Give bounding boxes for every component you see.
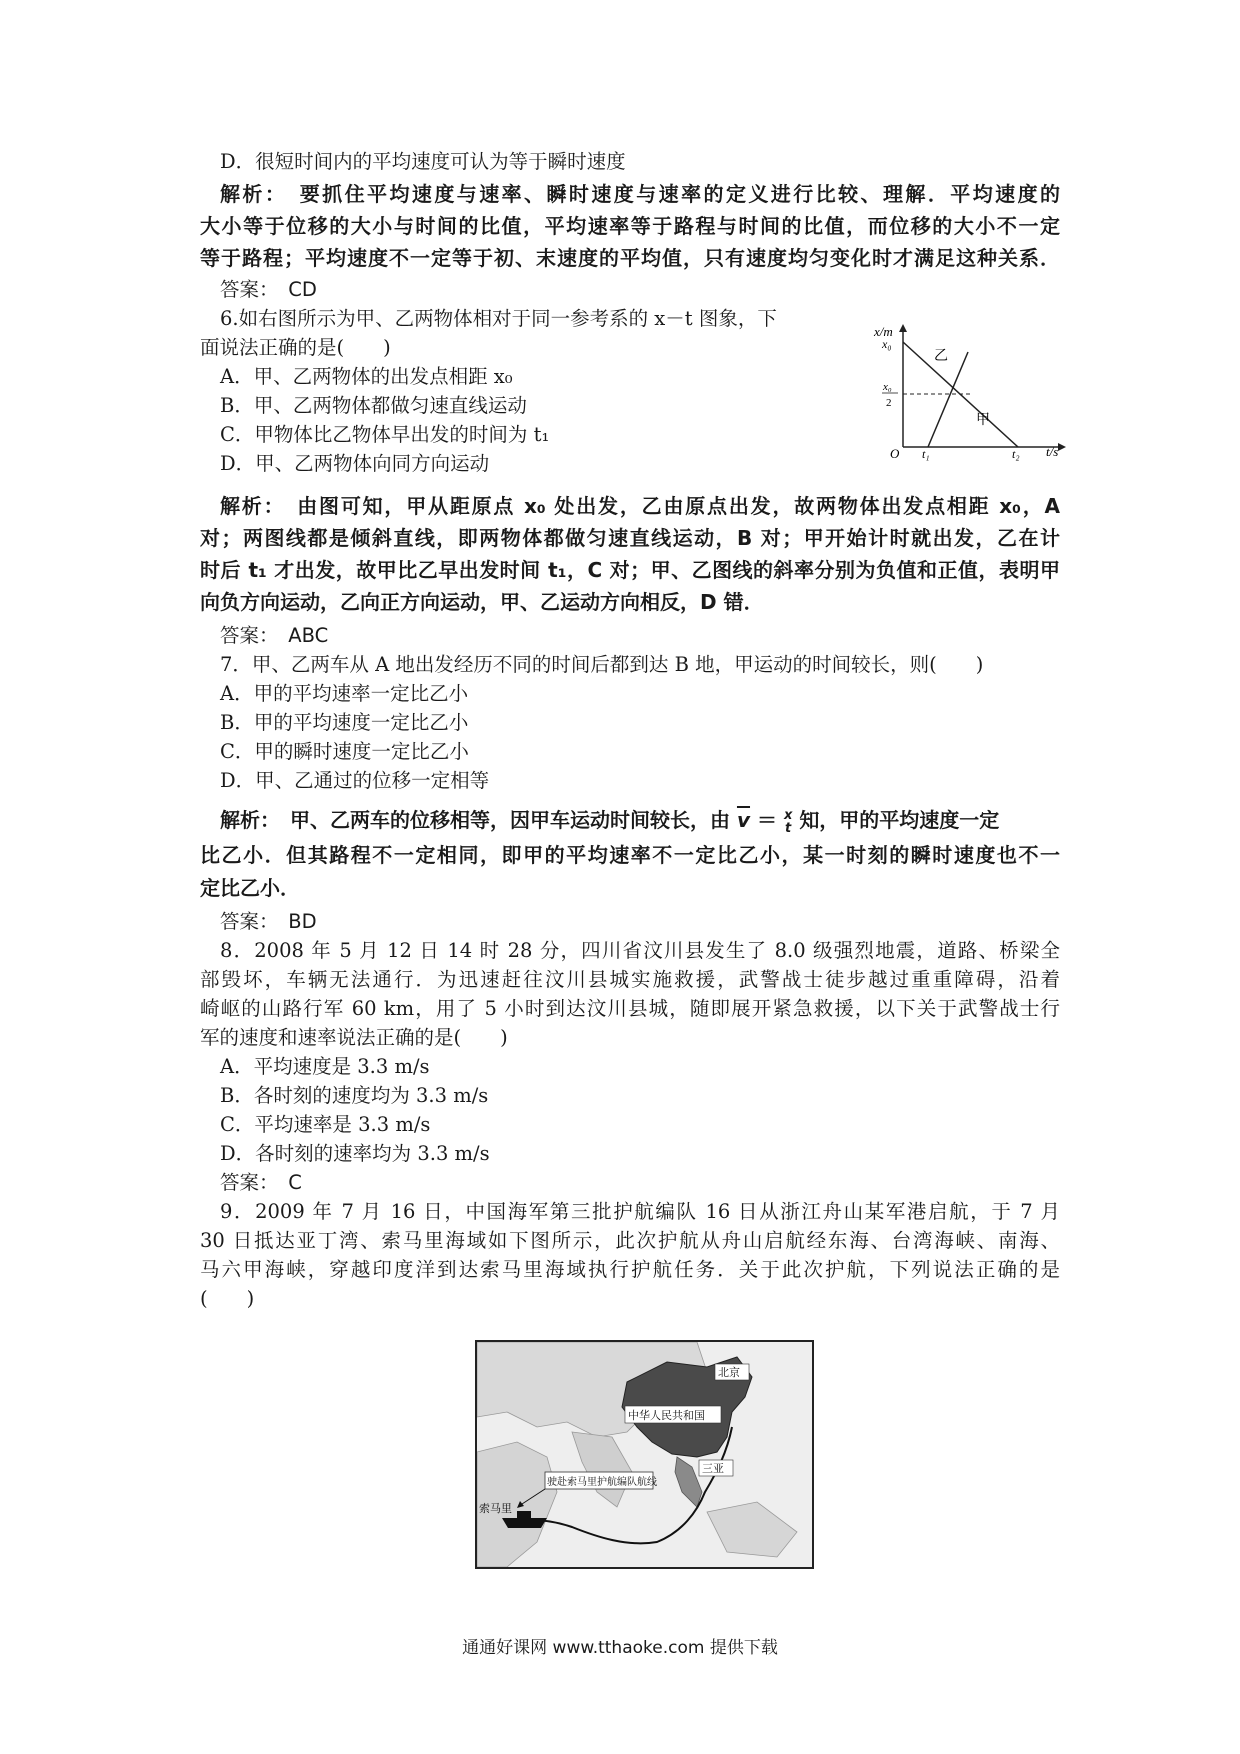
- q7-option-c: C．甲的瞬时速度一定比乙小: [220, 740, 469, 763]
- y-axis-label: x/m: [874, 324, 893, 339]
- y-tick-x0: x₀: [882, 337, 892, 351]
- q5-option-d: D．很短时间内的平均速度可认为等于瞬时速度: [220, 150, 626, 173]
- q8-stem-line-3: 崎岖的山路行军 60 km，用了 5 小时到达汶川县城，随即展开紧急救援，以下关于武警战士行: [200, 997, 1060, 1020]
- q6-option-d: D．甲、乙两物体向同方向运动: [220, 452, 490, 475]
- y-tick-half-num: x₀: [883, 381, 892, 393]
- q6-explanation-line-3: 时后 t₁ 才出发，故甲比乙早出发时间 t₁，C 对；甲、乙图线的斜率分别为负值和正值，表明甲: [200, 558, 1060, 582]
- x-tick-t2: t₂: [1012, 447, 1020, 461]
- page-footer: 通通好课网 www.tthaoke.com 提供下载: [462, 1638, 778, 1658]
- q7-answer: 答案： BD: [220, 910, 317, 933]
- label-route: 驶赴索马里护航编队航线: [547, 1477, 657, 1488]
- origin-label: O: [890, 446, 900, 461]
- q7-explanation-text-a: 解析： 甲、乙两车的位移相等，因甲车运动时间较长，由: [220, 808, 730, 832]
- avg-velocity-symbol: $\overline{v}$: [736, 808, 751, 832]
- q9-stem-line-1: 9．2009 年 7 月 16 日，中国海军第三批护航编队 16 日从浙江舟山某军港启航，于 7 月: [220, 1200, 1060, 1223]
- q7-explanation-line-2: 比乙小．但其路程不一定相同，即甲的平均速率不一定比乙小，某一时刻的瞬时速度也不一: [200, 843, 1060, 867]
- q6-explanation-line-4: 向负方向运动，乙向正方向运动，甲、乙运动方向相反，D 错．: [200, 590, 764, 614]
- label-beijing: 北京: [718, 1366, 740, 1379]
- q7-stem: 7．甲、乙两车从 A 地出发经历不同的时间后都到达 B 地，甲运动的时间较长，则( ): [220, 653, 984, 676]
- x-tick-t1: t₁: [922, 447, 930, 461]
- q7-explanation-line-3: 定比乙小．: [200, 876, 300, 900]
- label-jia: 甲: [976, 413, 990, 428]
- x-axis-label: t/s: [1046, 444, 1059, 459]
- q8-stem-line-4: 军的速度和速率说法正确的是( ): [200, 1026, 508, 1049]
- q9-stem-line-4: ( ): [200, 1287, 255, 1310]
- q7-explanation-text-b: 知，甲的平均速度一定: [799, 808, 1000, 832]
- q6-explanation-line-1: 解析： 由图可知，甲从距原点 x₀ 处出发，乙由原点出发，故两物体出发点相距 x₀，A: [220, 494, 1060, 518]
- q7-option-a: A．甲的平均速率一定比乙小: [220, 682, 469, 705]
- q8-stem-line-1: 8．2008 年 5 月 12 日 14 时 28 分，四川省汶川县发生了 8.0 级强烈地震，道路、桥梁全: [220, 939, 1060, 962]
- q6-explanation-line-2: 对；两图线都是倾斜直线，即两物体都做匀速直线运动，B 对；甲开始计时就出发，乙在计: [200, 526, 1060, 550]
- label-prc: 中华人民共和国: [628, 1409, 705, 1422]
- q6-stem-line-2: 面说法正确的是( ): [200, 336, 391, 359]
- q8-option-b: B．各时刻的速度均为 3.3 m/s: [220, 1084, 489, 1107]
- q6-option-a: A．甲、乙两物体的出发点相距 x₀: [220, 365, 513, 388]
- equals-sign: ＝: [756, 808, 777, 832]
- escort-route-map: [475, 1340, 814, 1569]
- y-tick-half-den: 2: [886, 397, 892, 409]
- q8-option-d: D．各时刻的速率均为 3.3 m/s: [220, 1142, 490, 1165]
- q8-option-c: C．平均速率是 3.3 m/s: [220, 1113, 431, 1136]
- q6-option-b: B．甲、乙两物体都做匀速直线运动: [220, 394, 527, 417]
- q5-explanation-line-3: 等于路程；平均速度不一定等于初、末速度的平均值，只有速度均匀变化时才满足这种关系．: [200, 246, 1060, 270]
- q6-stem-line-1: 6.如右图所示为甲、乙两物体相对于同一参考系的 x－t 图象，下: [220, 307, 777, 330]
- q8-stem-line-2: 部毁坏，车辆无法通行．为迅速赶往汶川县城实施救援，武警战士徒步越过重重障碍，沿着: [200, 968, 1060, 991]
- q5-explanation-line-1: 解析： 要抓住平均速度与速率、瞬时速度与速率的定义进行比较、理解．平均速度的: [220, 182, 1060, 206]
- q5-answer: 答案： CD: [220, 278, 317, 301]
- xt-graph: [868, 322, 1068, 462]
- q6-answer: 答案： ABC: [220, 624, 329, 647]
- q7-explanation-line-1: [220, 806, 999, 835]
- q9-stem-line-3: 马六甲海峡，穿越印度洋到达索马里海域执行护航任务．关于此次护航，下列说法正确的是: [200, 1258, 1060, 1281]
- label-sanya: 三亚: [702, 1462, 724, 1475]
- fraction-x-over-t: [784, 809, 792, 835]
- q5-explanation-line-2: 大小等于位移的大小与时间的比值，平均速率等于路程与时间的比值，而位移的大小不一定: [200, 214, 1060, 238]
- label-yi: 乙: [934, 349, 948, 364]
- fraction-denominator: t: [785, 820, 792, 836]
- q7-option-b: B．甲的平均速度一定比乙小: [220, 711, 469, 734]
- q7-option-d: D．甲、乙通过的位移一定相等: [220, 769, 490, 792]
- line-yi: [928, 352, 968, 447]
- label-somalia: 索马里: [479, 1502, 512, 1515]
- q8-answer: 答案： C: [220, 1171, 302, 1194]
- q6-option-c: C．甲物体比乙物体早出发的时间为 t₁: [220, 423, 550, 446]
- q9-stem-line-2: 30 日抵达亚丁湾、索马里海域如下图所示，此次护航从舟山启航经东海、台湾海峡、南海、: [200, 1229, 1060, 1252]
- q8-option-a: A．平均速度是 3.3 m/s: [220, 1055, 430, 1078]
- fraction-numerator: x: [783, 807, 793, 823]
